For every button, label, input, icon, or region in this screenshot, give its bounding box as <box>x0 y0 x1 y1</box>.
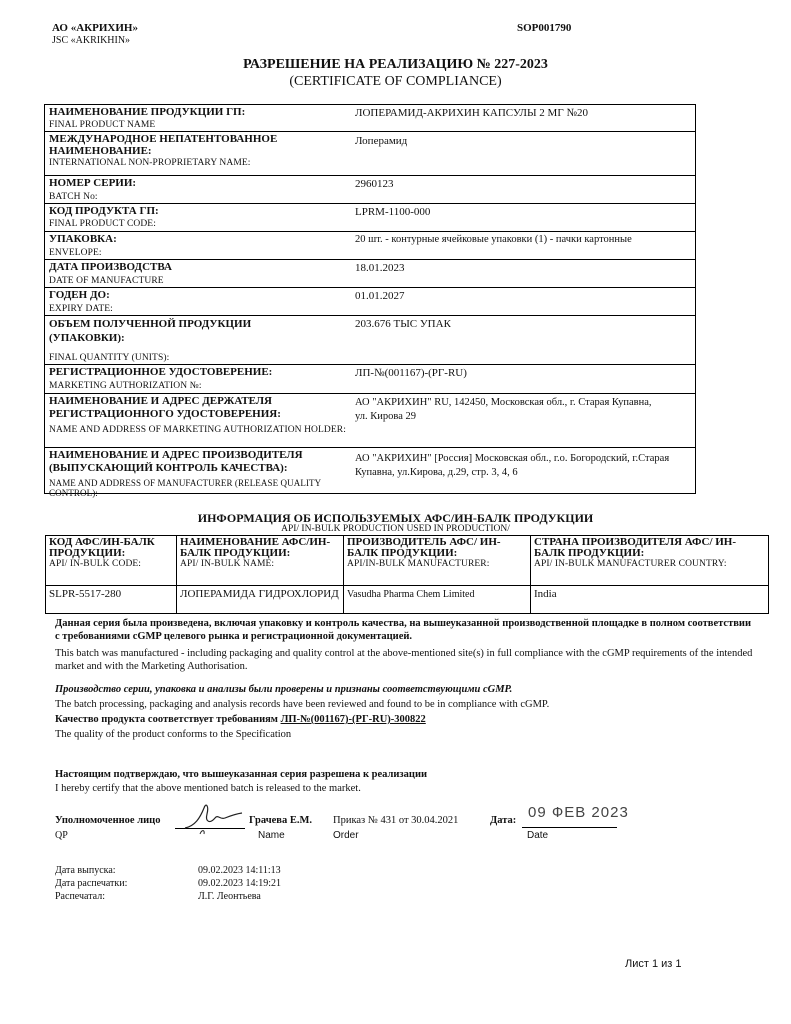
field-value-marketing-auth: ЛП-№(001167)-(РГ-RU) <box>355 367 467 379</box>
qp-label-en: QP <box>55 830 68 841</box>
print-date-label: Дата распечатки: <box>55 878 128 889</box>
field-value-manufacturer: АО "АКРИХИН" [Россия] Московская обл., г.о. Богородский, г.Старая Купавна, ул.Кирова, д.29, стр. 3, 4, 6 <box>355 453 670 478</box>
page-title: РАЗРЕШЕНИЕ НА РЕАЛИЗАЦИЮ № 227-2023 <box>243 57 548 72</box>
issue-date-label: Дата выпуска: <box>55 865 116 876</box>
field-label-product-code: КОД ПРОДУКТА ГП: <box>49 205 159 217</box>
qp-name: Грачева Е.М. <box>249 815 312 826</box>
api-section-subtitle: API/ IN-BULK PRODUCTION USED IN PRODUCTION/ <box>281 524 510 534</box>
api-cell-country: India <box>531 586 769 614</box>
field-value-quantity: 203.676 ТЫС УПАК <box>355 318 451 330</box>
field-value-inn: Лоперамид <box>355 135 408 147</box>
field-label-expiry: ГОДЕН ДО: <box>49 289 110 301</box>
statement-en-1: This batch was manufactured - including packaging and quality control at the above-mentioned site(s) in full compliance with the cGMP requirements of the intended market and with the Marketing Authorisation. <box>55 648 753 672</box>
date-label-en: Date <box>527 830 549 841</box>
api-header-country: СТРАНА ПРОИЗВОДИТЕЛЯ АФС/ ИН-БАЛК ПРОДУКЦИИ: API/ IN-BULK MANUFACTURER COUNTRY: <box>531 536 769 586</box>
table-row <box>46 586 769 614</box>
field-label-product-name: НАИМЕНОВАНИЕ ПРОДУКЦИИ ГП: <box>49 106 246 118</box>
statement-en-3: The quality of the product conforms to the Specification <box>55 729 292 740</box>
field-label-en-ma-holder: NAME AND ADDRESS OF MARKETING AUTHORIZATION HOLDER: <box>49 425 346 435</box>
field-value-product-name: ЛОПЕРАМИД-АКРИХИН КАПСУЛЫ 2 МГ №20 <box>355 107 588 119</box>
statement-en-2: The batch processing, packaging and analysis records have been reviewed and found to be in compliance with cGMP. <box>55 699 550 710</box>
field-label-quantity: ОБЪЕМ ПОЛУЧЕННОЙ ПРОДУКЦИИ (УПАКОВКИ): <box>49 318 252 344</box>
printed-by-value: Л.Г. Леонтьева <box>198 891 261 902</box>
statement-ru-1: Данная серия была произведена, включая упаковку и контроль качества, на вышеуказанной производственной площадке в полном соответствии с требованиями cGMP целевого рынка и регистрационной документацией. <box>55 618 752 642</box>
document-code: SOP001790 <box>517 22 572 34</box>
field-label-en-manufacturer: NAME AND ADDRESS OF MANUFACTURER (RELEASE QUALITY CONTROL): <box>49 478 321 498</box>
company-name-en: JSC «AKRIKHIN» <box>52 35 131 46</box>
field-label-envelope: УПАКОВКА: <box>49 233 117 245</box>
api-cell-code: SLPR-5517-280 <box>46 586 177 614</box>
date-label-ru: Дата: <box>490 815 517 826</box>
field-label-en-expiry: EXPIRY DATE: <box>49 304 113 314</box>
field-label-manufacture-date: ДАТА ПРОИЗВОДСТВА <box>49 261 172 273</box>
api-header-manufacturer: ПРОИЗВОДИТЕЛЬ АФС/ ИН-БАЛК ПРОДУКЦИИ: API/IN-BULK MANUFACTURER: <box>344 536 531 586</box>
field-label-ma-holder: НАИМЕНОВАНИЕ И АДРЕС ДЕРЖАТЕЛЯ РЕГИСТРАЦИОННОГО УДОСТОВЕРЕНИЯ: <box>49 395 281 420</box>
field-value-batch: 2960123 <box>355 178 394 190</box>
field-label-marketing-auth: РЕГИСТРАЦИОННОЕ УДОСТОВЕРЕНИЕ: <box>49 366 273 378</box>
print-date-value: 09.02.2023 14:19:21 <box>198 878 282 889</box>
statement-ru-3 <box>55 713 755 726</box>
field-label-en-inn: INTERNATIONAL NON-PROPRIETARY NAME: <box>49 158 251 168</box>
field-value-product-code: LPRM-1100-000 <box>355 206 431 218</box>
signature-mark <box>180 798 250 838</box>
field-label-en-quantity: FINAL QUANTITY (UNITS): <box>49 353 170 363</box>
field-label-batch: НОМЕР СЕРИИ: <box>49 177 137 189</box>
field-label-en-marketing-auth: MARKETING AUTHORIZATION №: <box>49 381 202 391</box>
issue-date-value: 09.02.2023 14:11:13 <box>198 865 281 876</box>
field-value-expiry: 01.01.2027 <box>355 290 405 302</box>
field-label-inn: МЕЖДУНАРОДНОЕ НЕПАТЕНТОВАННОЕ НАИМЕНОВАНИЕ: <box>49 133 278 157</box>
qp-name-label: Name <box>258 830 285 841</box>
field-label-en-product-code: FINAL PRODUCT CODE: <box>49 219 156 229</box>
field-label-en-envelope: ENVELOPE: <box>49 248 102 258</box>
certification-en: I hereby certify that the above mentioned batch is released to the market. <box>55 783 361 794</box>
specification-reference: ЛП-№(001167)-(РГ-RU)-300822 <box>280 714 426 725</box>
field-value-ma-holder: АО "АКРИХИН" RU, 142450, Московская обл., г. Старая Купавна, ул. Кирова 29 <box>355 397 652 422</box>
qp-order: Приказ № 431 от 30.04.2021 <box>333 815 459 826</box>
statement-ru-3-prefix: Качество продукта соответствует требованиям <box>55 714 278 725</box>
api-header-code: КОД АФС/ИН-БАЛК ПРОДУКЦИИ: API/ IN-BULK CODE: <box>46 536 177 586</box>
printed-by-label: Распечатал: <box>55 891 105 902</box>
company-name-ru: АО «АКРИХИН» <box>52 22 138 34</box>
field-label-en-batch: BATCH No: <box>49 192 98 202</box>
qp-order-label: Order <box>333 830 359 841</box>
field-value-manufacture-date: 18.01.2023 <box>355 262 405 274</box>
certification-ru: Настоящим подтверждаю, что вышеуказанная серия разрешена к реализации <box>55 769 428 780</box>
api-section-title: ИНФОРМАЦИЯ ОБ ИСПОЛЬЗУЕМЫХ АФС/ИН-БАЛК ПРОДУКЦИИ <box>197 511 594 525</box>
field-label-manufacturer: НАИМЕНОВАНИЕ И АДРЕС ПРОИЗВОДИТЕЛЯ (ВЫПУСКАЮЩИЙ КОНТРОЛЬ КАЧЕСТВА): <box>49 449 303 474</box>
api-cell-manufacturer: Vasudha Pharma Chem Limited <box>344 586 531 614</box>
api-cell-name: ЛОПЕРАМИДА ГИДРОХЛОРИД <box>177 586 344 614</box>
qp-label-ru: Уполномоченное лицо <box>55 815 161 826</box>
field-value-envelope: 20 шт. - контурные ячейковые упаковки (1) - пачки картонные <box>355 234 632 245</box>
field-label-en-product-name: FINAL PRODUCT NAME <box>49 120 156 130</box>
api-header-name: НАИМЕНОВАНИЕ АФС/ИН-БАЛК ПРОДУКЦИИ: API/ IN-BULK NAME: <box>177 536 344 586</box>
api-table <box>45 535 769 614</box>
field-label-en-manufacture-date: DATE OF MANUFACTURE <box>49 276 164 286</box>
page-indicator: Лист 1 из 1 <box>625 958 682 970</box>
api-table-header-row <box>46 536 769 586</box>
statement-ru-2: Производство серии, упаковка и анализы были проверены и признаны соответствующими cGMP. <box>55 684 513 695</box>
date-stamp: 09 ФЕВ 2023 <box>528 804 629 821</box>
page-subtitle: (CERTIFICATE OF COMPLIANCE) <box>289 74 502 89</box>
